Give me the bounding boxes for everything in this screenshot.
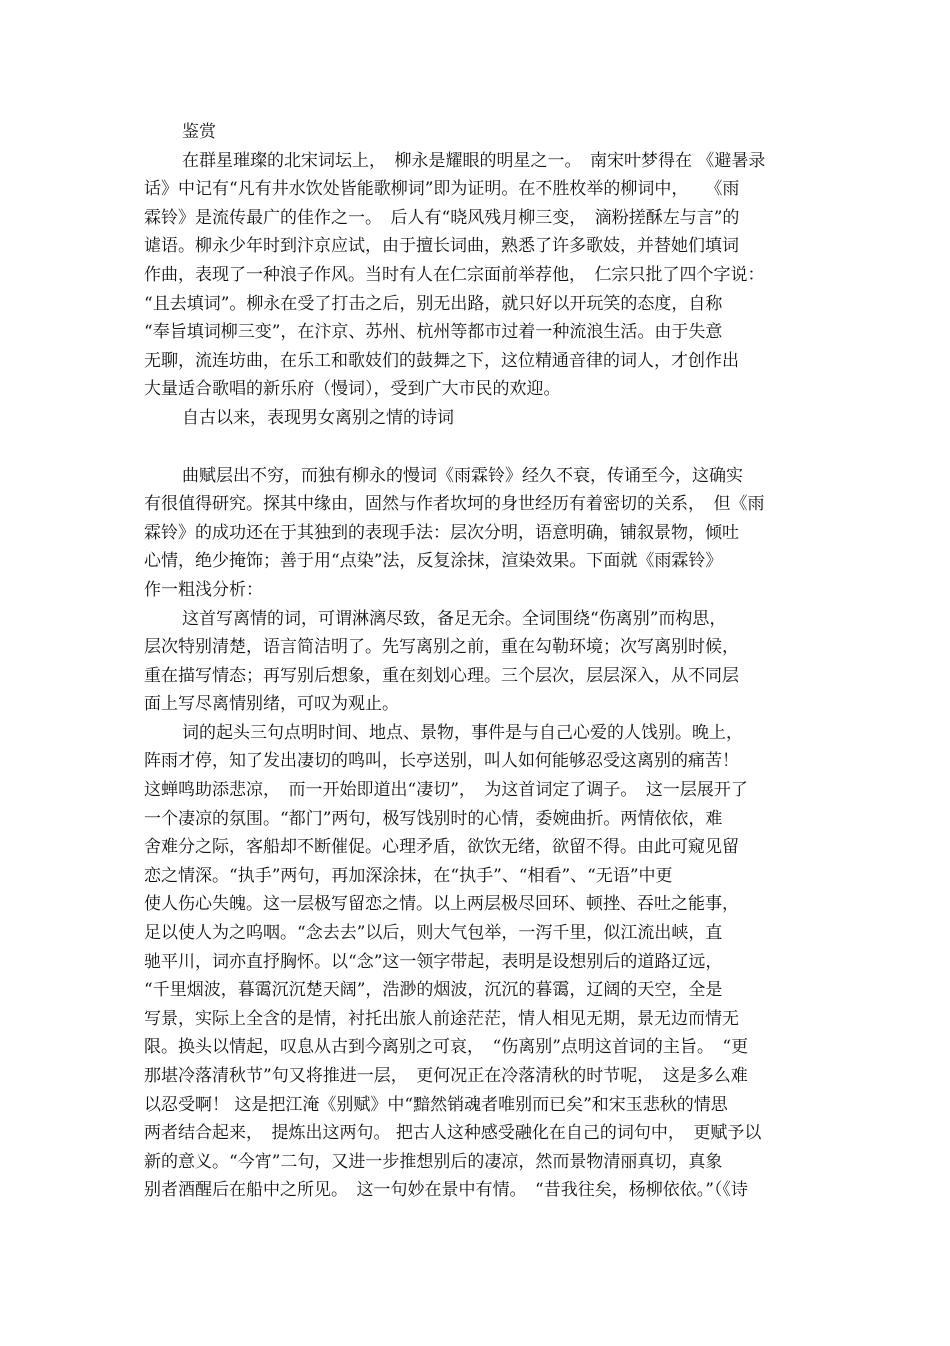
- text-line: 别者酒醒后在船中之所见。 这一句妙在景中有情。 “昔我往矣，杨柳依依。”（《诗: [144, 1180, 748, 1201]
- heading-appreciation: 鉴赏: [182, 122, 216, 142]
- text-line: 谑语。柳永少年时到汴京应试，由于擅长词曲，熟悉了许多歌妓，并替她们填词: [144, 236, 739, 257]
- text-line: 霖铃》是流传最广的佳作之一。 后人有“晓风残月柳三变， 滴粉搓酥左与言”的: [144, 207, 740, 228]
- text-line: 这蝉鸣助添悲凉， 而一开始即道出“凄切”， 为这首词定了调子。 这一层展开了: [144, 780, 748, 801]
- text-line: 驰平川，词亦直抒胸怀。以“念”这一领字带起，表明是设想别后的道路辽远，: [144, 951, 723, 972]
- text-line: 层次特别清楚，语言简洁明了。先写离别之前，重在勾勒环境；次写离别时候，: [144, 637, 739, 658]
- text-line: 作一粗浅分析：: [144, 579, 263, 600]
- text-line: 阵雨才停，知了发出凄切的鸣叫，长亭送别，叫人如何能够忍受这离别的痛苦！: [144, 751, 739, 772]
- text-line: 写景，实际上全含的是情，衬托出旅人前途茫茫，情人相见无期，景无边而情无: [144, 1008, 739, 1029]
- text-line: “且去填词”。柳永在受了打击之后，别无出路，就只好以开玩笑的态度，自称: [144, 293, 723, 314]
- text-line: “千里烟波，暮霭沉沉楚天阔”，浩渺的烟波，沉沉的暮霭，辽阔的天空，全是: [144, 980, 723, 1001]
- document-body: [144, 118, 814, 1205]
- text-line: 作曲，表现了一种浪子作风。当时有人在仁宗面前举荐他， 仁宗只批了四个字说：: [144, 264, 765, 285]
- text-line: 一个凄凉的氛围。“都门”两句，极写饯别时的心情，委婉曲折。两情依依，难: [144, 808, 723, 829]
- paragraph-structure: [144, 605, 814, 719]
- text-line: 那堪冷落清秋节”句又将推进一层， 更何况正在冷落清秋的时节呢， 这是多么难: [144, 1066, 748, 1086]
- text-line: 两者结合起来， 提炼出这两句。 把古人这种感受融化在自己的词句中， 更赋予以: [144, 1123, 762, 1144]
- text-line: 重在描写情态；再写别后想象，重在刻划心理。三个层次，层层深入，从不同层: [144, 665, 739, 686]
- text-line: 词的起头三句点明时间、地点、景物，事件是与自己心爱的人饯别。晚上，: [182, 722, 743, 743]
- blank-gap: [144, 433, 814, 462]
- text-line: 恋之情深。“执手”两句，再加深涂抹，在“执手”、“相看”、“无语”中更: [144, 865, 673, 886]
- text-line: 新的意义。“今宵”二句，又进一步推想别后的凄凉，然而景物清丽真切，真象: [144, 1151, 723, 1172]
- text-line: 话》中记有“凡有井水饮处皆能歌柳词”即为证明。在不胜枚举的柳词中， 《雨: [144, 179, 740, 200]
- paragraph-since-ancient: 自古以来，表现男女离别之情的诗词: [182, 407, 454, 428]
- text-line: 使人伤心失魄。这一层极写留恋之情。以上两层极尽回环、顿挫、吞吐之能事，: [144, 894, 739, 915]
- text-line: 大量适合歌唱的新乐府（慢词），受到广大市民的欢迎。: [144, 379, 561, 400]
- text-line: 限。换头以情起，叹息从古到今离别之可哀， “伤离别”点明这首词的主旨。 “更: [144, 1037, 749, 1058]
- text-line: 曲赋层出不穷，而独有柳永的慢词《雨霖铃》经久不衰，传诵至今，这确实: [182, 465, 743, 486]
- text-line: 无聊，流连坊曲，在乐工和歌妓们的鼓舞之下，这位精通音律的词人，才创作出: [144, 350, 739, 371]
- text-line: 这首写离情的词，可谓淋漓尽致，备足无余。全词围绕“伤离别”而构思，: [182, 608, 727, 629]
- text-line: 霖铃》的成功还在于其独到的表现手法：层次分明，语意明确，铺叙景物，倾吐: [144, 522, 739, 543]
- text-line: 以忍受啊！ 这是把江淹《别赋》中“黯然销魂者唯别而已矣”和宋玉悲秋的情思: [144, 1094, 728, 1115]
- paragraph-reasons: [144, 462, 814, 605]
- paragraph-analysis: [144, 719, 814, 1205]
- paragraph-intro: [144, 147, 814, 404]
- text-line: 舍难分之际，客船却不断催促。心理矛盾，欲饮无绪，欲留不得。由此可窥见留: [144, 837, 739, 858]
- text-line: 面上写尽离情别绪，可叹为观止。: [144, 694, 399, 715]
- text-line: 在群星璀璨的北宋词坛上， 柳永是耀眼的明星之一。 南宋叶梦得在 《避暑录: [182, 150, 766, 171]
- text-line: “奉旨填词柳三变”，在汴京、苏州、杭州等都市过着一种流浪生活。由于失意: [144, 322, 723, 343]
- text-line: 足以使人为之呜咽。“念去去”以后，则大气包举，一泻千里，似江流出峡，直: [144, 923, 723, 944]
- text-line: 心情，绝少掩饰；善于用“点染”法，反复涂抹，渲染效果。下面就《雨霖铃》: [144, 551, 723, 572]
- text-line: 有很值得研究。探其中缘由，固然与作者坎坷的身世经历有着密切的关系， 但《雨: [144, 494, 765, 515]
